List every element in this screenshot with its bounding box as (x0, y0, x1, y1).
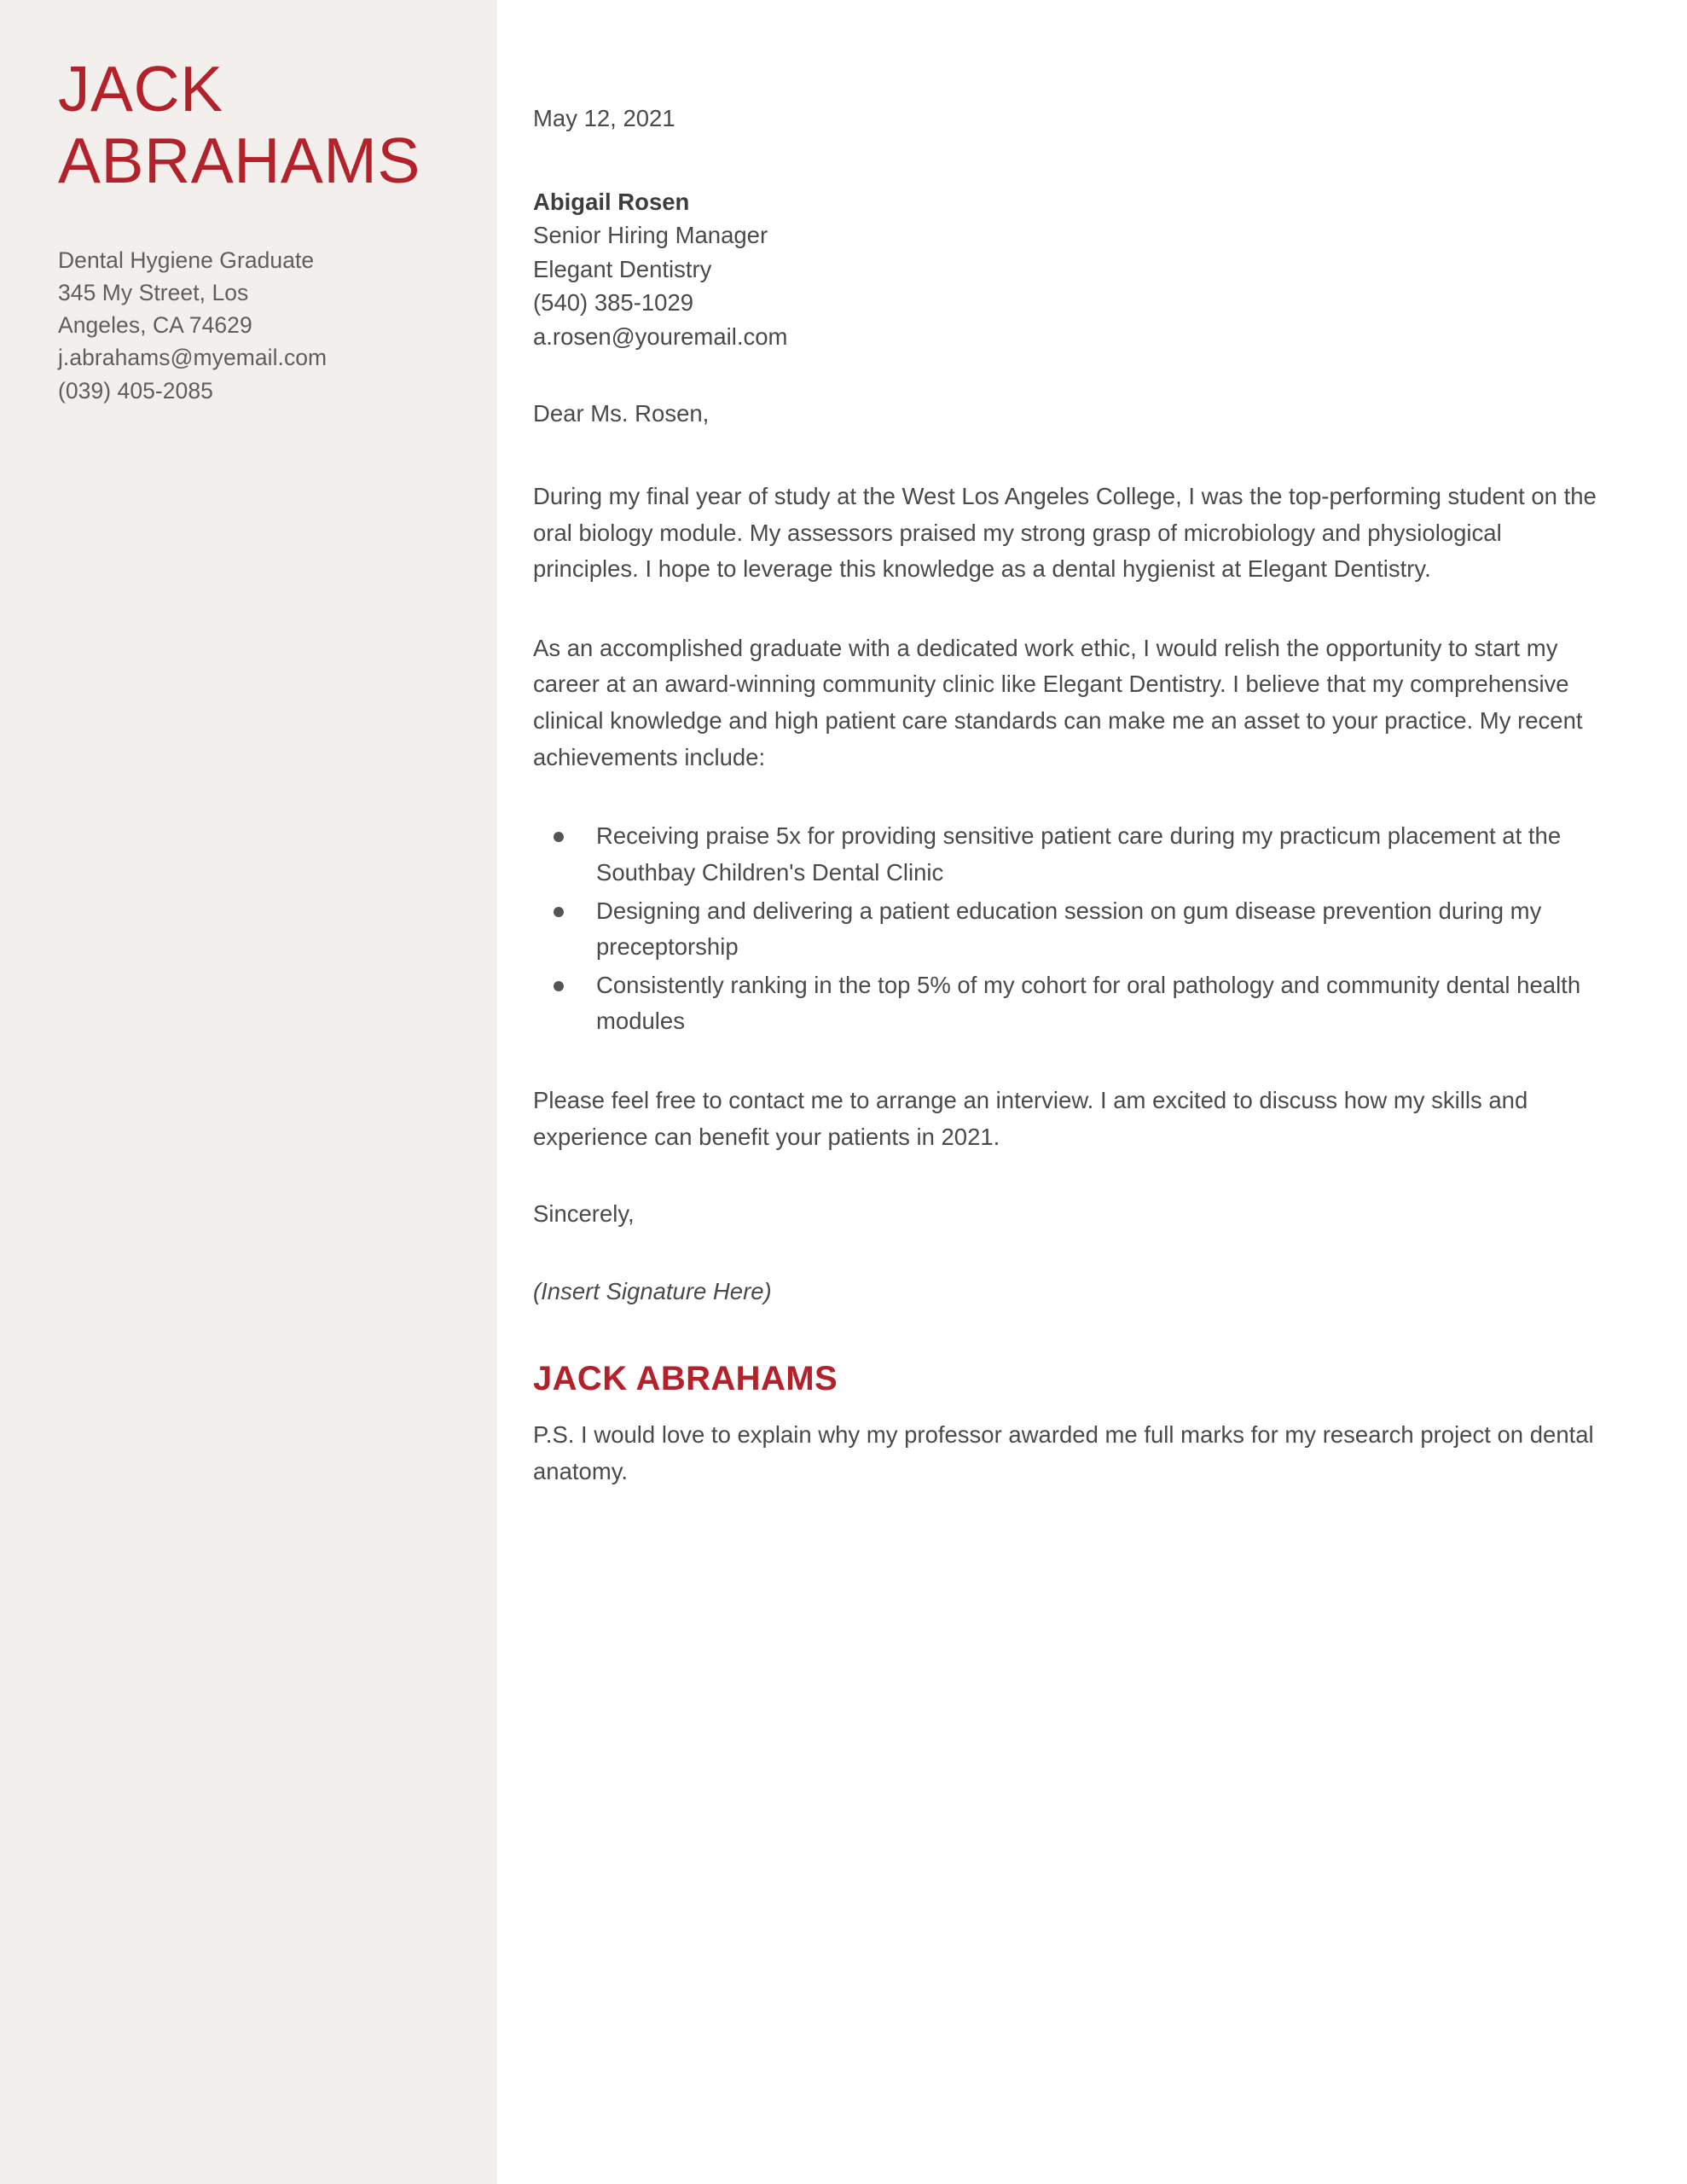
applicant-contact-block (58, 244, 463, 407)
signature-name: JACK ABRAHAMS (533, 1360, 838, 1398)
bullet-dot-icon (554, 981, 564, 991)
sidebar (0, 0, 497, 2184)
letter-body (497, 0, 1687, 2184)
recipient-title: Senior Hiring Manager (533, 222, 768, 249)
applicant-phone: (039) 405-2085 (58, 377, 213, 404)
signature-placeholder: (Insert Signature Here) (533, 1277, 772, 1304)
applicant-name-line-first: JACK (58, 53, 223, 125)
body-paragraph-2: As an accomplished graduate with a dedicated work ethic, I would relish the opportunity to start my career at an award-winning community clinic like Elegant Dentistry. I believe that my comprehensive clinical knowledge and high patient care standards can make me an asset to your practice. My recent achievements include: (533, 634, 1583, 770)
postscript: P.S. I would love to explain why my professor awarded me full marks for my research project on dental anatomy. (533, 1421, 1594, 1484)
call-to-action-paragraph: Please feel free to contact me to arrange an interview. I am excited to discuss how my skills and experience can benefit your patients in 2021. (533, 1087, 1528, 1150)
applicant-name-line-last: ABRAHAMS (58, 125, 420, 196)
recipient-phone: (540) 385-1029 (533, 289, 694, 317)
list-item (533, 818, 1603, 891)
recipient-email: a.rosen@youremail.com (533, 322, 788, 350)
bullet-dot-icon (554, 832, 564, 842)
list-item (533, 893, 1603, 966)
achievement-text: Consistently ranking in the top 5% of my cohort for oral pathology and community dental health modules (596, 971, 1581, 1035)
applicant-job-title: Dental Hygiene Graduate (58, 247, 315, 273)
applicant-email: j.abrahams@myemail.com (58, 345, 328, 371)
recipient-company: Elegant Dentistry (533, 255, 712, 282)
salutation: Dear Ms. Rosen, (533, 400, 710, 427)
achievement-text: Designing and delivering a patient education session on gum disease prevention during my preceptorship (596, 897, 1542, 961)
applicant-address-line-2: Angeles, CA 74629 (58, 312, 252, 339)
recipient-name: Abigail Rosen (533, 188, 690, 215)
recipient-block (533, 185, 1603, 354)
list-item (533, 967, 1603, 1040)
body-paragraph-1: During my final year of study at the West Los Angeles College, I was the top-performing student on the oral biology module. My assessors praised my strong grasp of microbiology and physiological principles. I hope to leverage this knowledge as a dental hygienist at Elegant Dentistry. (533, 482, 1597, 583)
closing-salutation: Sincerely, (533, 1200, 635, 1228)
achievements-list (533, 818, 1603, 1040)
applicant-address-line-1: 345 My Street, Los (58, 280, 249, 306)
applicant-name-heading (58, 53, 463, 196)
bullet-dot-icon (554, 907, 564, 917)
letter-date: May 12, 2021 (533, 105, 675, 131)
achievement-text: Receiving praise 5x for providing sensitive patient care during my practicum placement at the Southbay Children's Dental Clinic (596, 822, 1562, 886)
